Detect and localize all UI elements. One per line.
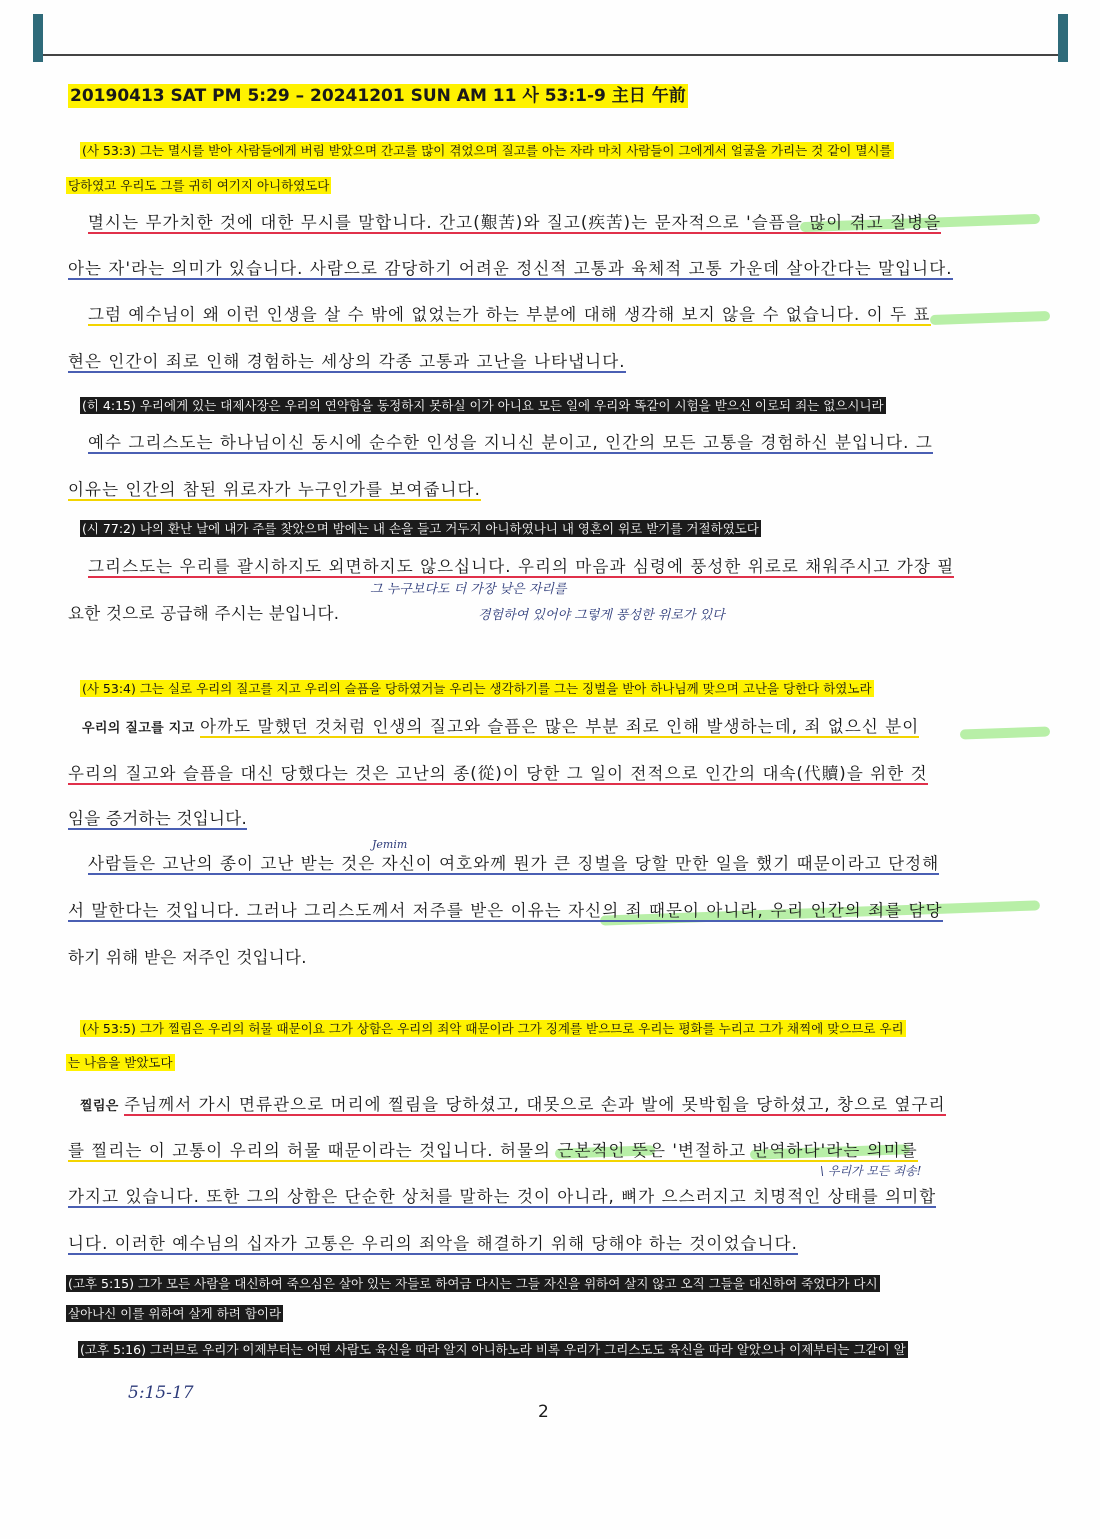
text-span: 사람들은 고난의 종이 고난 받는 것은 자신이 여호와께 뭔가 큰 징벌을 당할 만한 일을 했기 때문이라고 단정해 bbox=[88, 854, 940, 873]
paragraph-line bbox=[68, 1140, 918, 1162]
paragraph-line bbox=[88, 432, 933, 454]
verse-hebrews-4-15 bbox=[80, 397, 886, 414]
sermon-header: 20190413 SAT PM 5:29 – 20241201 SUN AM 11 사 53:1-9 主日 午前 bbox=[70, 86, 686, 106]
paragraph-line bbox=[88, 853, 939, 875]
text-span: 이유는 인간의 참된 위로자가 누구인가를 보여줍니다. bbox=[68, 480, 481, 499]
top-rule bbox=[43, 54, 1058, 56]
verse-line: (사 53:3) 그는 멸시를 받아 사람들에게 버림 받았으며 간고를 많이 겪었으며 질고를 아는 자라 마치 사람들이 그에게서 얼굴을 가리는 것 같이 멸시를 bbox=[82, 143, 892, 158]
verse-line: (고후 5:16) 그러므로 우리가 이제부터는 어떤 사람도 육신을 따라 알지 아니하노라 비록 우리가 그리스도도 육신을 따라 알았으나 이제부터는 그같이 알 bbox=[80, 1342, 906, 1357]
verse-line: (사 53:4) 그는 실로 우리의 질고를 지고 우리의 슬픔을 당하였거늘 우리는 생각하기를 그는 징벌을 받아 하나님께 맞으며 고난을 당한다 하였노라 bbox=[82, 681, 872, 696]
text-span: 주님께서 가시 면류관으로 머리에 찔림을 당하셨고, 대못으로 손과 발에 못박힘을 당하셨고, 창으로 옆구리 bbox=[124, 1095, 946, 1114]
text-span: 니다. 이러한 예수님의 십자가 고통은 우리의 죄악을 해결하기 위해 당해야 하는 것이었습니다. bbox=[68, 1234, 798, 1253]
paragraph-line bbox=[80, 1094, 946, 1118]
text-span: 가지고 있습니다. 또한 그의 상함은 단순한 상처를 말하는 것이 아니라, 뼈가 으스러지고 치명적인 상태를 의미합 bbox=[68, 1187, 937, 1206]
text-span: 그리스도는 우리를 괄시하지도 외면하지도 않으십니다. 우리의 마음과 심령에 풍성한 위로로 채워주시고 가장 필 bbox=[88, 557, 955, 576]
text-span: 멸시는 무가치한 것에 대한 무시를 말합니다. 간고(艱苦)와 질고(疾苦)는 문자적으로 '슬픔을 많이 겪고 질병을 bbox=[88, 213, 942, 232]
green-highlight-stroke bbox=[960, 726, 1050, 739]
paragraph-line bbox=[68, 900, 943, 922]
verse-line: (히 4:15) 우리에게 있는 대제사장은 우리의 연약함을 동정하지 못하실 이가 아니요 모든 일에 우리와 똑같이 시험을 받으신 이로되 죄는 없으시니라 bbox=[82, 398, 884, 413]
paragraph-line bbox=[88, 304, 931, 326]
text-span: 를 찔리는 이 고통이 우리의 허물 때문이라는 것입니다. 허물의 근본적인 뜻은 '변절하고 반역하다'라는 의미를 bbox=[68, 1141, 918, 1160]
text-span: 아는 자'라는 의미가 있습니다. 사람으로 감당하기 어려운 정신적 고통과 육체적 고통 가운데 살아간다는 말입니다. bbox=[68, 259, 953, 278]
lead-phrase: 찔림은 bbox=[80, 1099, 119, 1114]
verse-line: (고후 5:15) 그가 모든 사람을 대신하여 죽으심은 살아 있는 자들로 하여금 다시는 그들 자신을 위하여 살지 않고 오직 그들을 대신하여 죽었다가 다시 bbox=[68, 1276, 878, 1291]
paragraph-line bbox=[82, 716, 919, 740]
verse-line: 는 나음을 받았도다 bbox=[68, 1055, 173, 1070]
page-number: 2 bbox=[538, 1402, 549, 1422]
paragraph-line: 요한 것으로 공급해 주시는 분입니다. bbox=[68, 604, 340, 623]
verse-isaiah-53-5-cont bbox=[66, 1054, 175, 1071]
verse-line: (시 77:2) 나의 환난 날에 내가 주를 찾았으며 밤에는 내 손을 들고 거두지 아니하였나니 내 영혼이 위로 받기를 거절하였도다 bbox=[82, 521, 759, 536]
paragraph-line bbox=[68, 1186, 936, 1208]
paragraph-line: 하기 위해 받은 저주인 것입니다. bbox=[68, 948, 307, 967]
paragraph-line bbox=[68, 808, 247, 830]
verse-psalm-77-2 bbox=[80, 520, 761, 537]
verse-isaiah-53-3 bbox=[80, 142, 1040, 159]
verse-2cor-5-15-cont bbox=[66, 1305, 283, 1322]
text-span: 그럼 예수님이 왜 이런 인생을 살 수 밖에 없었는가 하는 부분에 대해 생각해 보지 않을 수 없습니다. 이 두 표 bbox=[88, 305, 931, 324]
binder-tab-right bbox=[1058, 14, 1068, 62]
handwritten-note: 경험하여 있어야 그렇게 풍성한 위로가 있다 bbox=[478, 608, 725, 623]
lead-phrase: 우리의 질고를 지고 bbox=[82, 721, 195, 736]
verse-isaiah-53-4 bbox=[80, 680, 874, 697]
handwritten-reference: 5:15-17 bbox=[128, 1383, 194, 1403]
paragraph-line bbox=[68, 479, 481, 501]
binder-tab-left bbox=[33, 14, 43, 62]
text-span: 현은 인간이 죄로 인해 경험하는 세상의 각종 고통과 고난을 나타냅니다. bbox=[68, 352, 626, 371]
text-span: 임을 증거하는 것입니다. bbox=[68, 809, 248, 828]
verse-line: (사 53:5) 그가 찔림은 우리의 허물 때문이요 그가 상함은 우리의 죄악 때문이라 그가 징계를 받으므로 우리는 평화를 누리고 그가 채찍에 맞으므로 우리 bbox=[82, 1021, 904, 1036]
green-highlight-stroke bbox=[930, 311, 1050, 325]
paragraph-line bbox=[88, 212, 941, 234]
verse-line: 당하였고 우리도 그를 귀히 여기지 아니하였도다 bbox=[68, 178, 330, 193]
paragraph-line bbox=[68, 351, 626, 373]
paragraph-line bbox=[68, 1233, 798, 1255]
text-span: 우리의 질고와 슬픔을 대신 당했다는 것은 고난의 종(從)이 당한 그 일이 전적으로 인간의 대속(代贖)을 위한 것 bbox=[68, 764, 928, 783]
text-span: 서 말한다는 것입니다. 그러나 그리스도께서 저주를 받은 이유는 자신의 죄 때문이 아니라, 우리 인간의 죄를 담당 bbox=[68, 901, 943, 920]
handwritten-note: 그 누구보다도 더 가장 낮은 자리를 bbox=[370, 582, 567, 597]
paragraph-line bbox=[68, 763, 928, 785]
handwritten-note: Jemim bbox=[372, 838, 408, 851]
verse-isaiah-53-5 bbox=[80, 1020, 1040, 1037]
verse-2cor-5-16 bbox=[78, 1341, 1038, 1358]
verse-isaiah-53-3-cont bbox=[66, 177, 331, 194]
paragraph-line bbox=[68, 258, 953, 280]
text-span: 아까도 말했던 것처럼 인생의 질고와 슬픔은 많은 부분 죄로 인해 발생하는데, 죄 없으신 분이 bbox=[200, 717, 920, 736]
text-span: 예수 그리스도는 하나님이신 동시에 순수한 인성을 지니신 분이고, 인간의 모든 고통을 경험하신 분입니다. 그 bbox=[88, 433, 933, 452]
handwritten-note: \ 우리가 모든 죄송! bbox=[820, 1164, 922, 1178]
verse-line: 살아나신 이를 위하여 살게 하려 함이라 bbox=[68, 1306, 282, 1321]
verse-2cor-5-15 bbox=[66, 1275, 1041, 1292]
paragraph-line bbox=[88, 556, 954, 578]
